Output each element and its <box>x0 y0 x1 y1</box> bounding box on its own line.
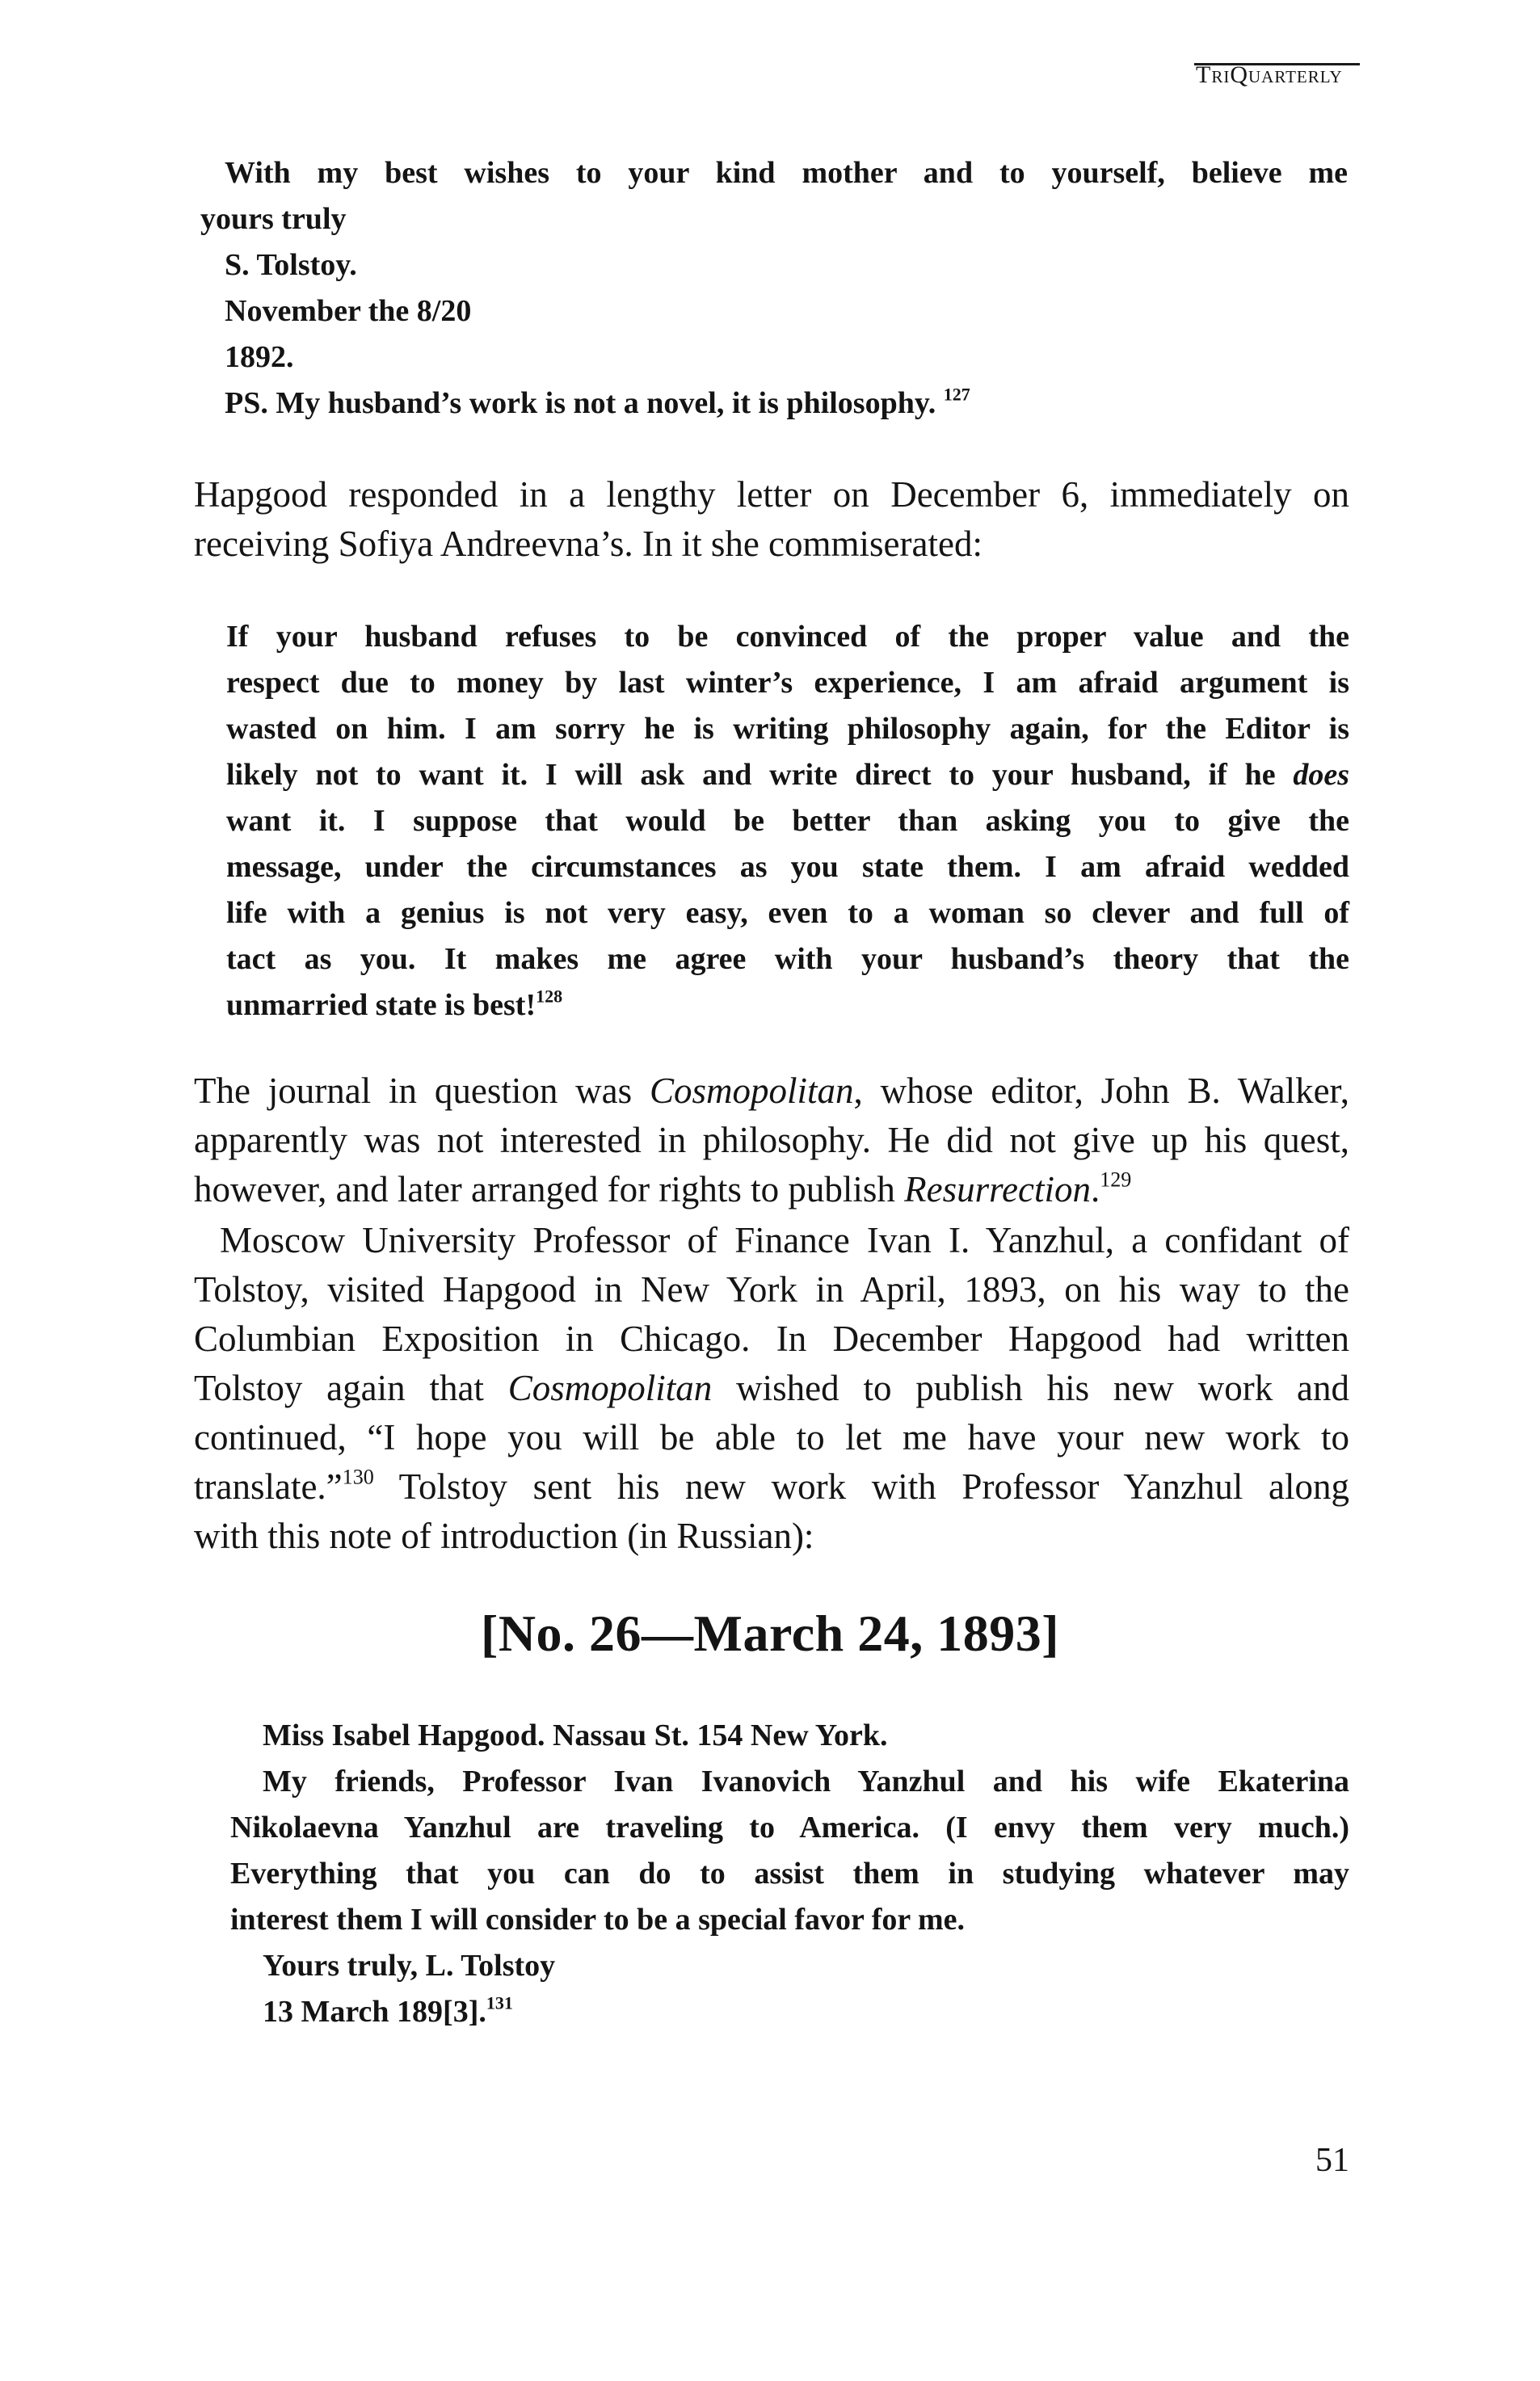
text: translate.” <box>194 1466 343 1507</box>
quote-text: likely not to want it. I will ask and write direct to your husband, if he <box>226 758 1294 792</box>
date-line: 1892. <box>225 340 294 374</box>
body-paragraph <box>194 470 1349 569</box>
postscript-text: PS. My husband’s work is not a novel, it is philosophy. <box>225 386 936 420</box>
text-line <box>194 1165 1349 1214</box>
text-line <box>194 1462 1349 1512</box>
text: Tolstoy again that <box>194 1368 508 1408</box>
text-line: Columbian Exposition in Chicago. In December Hapgood had written <box>194 1319 1349 1359</box>
quote-line: respect due to money by last winter’s experience, I am afraid argument is <box>226 666 1349 700</box>
footnote-ref: 131 <box>486 1992 513 2013</box>
text-line: receiving Sofiya Andreevna’s. In it she commiserated: <box>194 524 982 564</box>
date-line: November the 8/20 <box>225 294 472 328</box>
text: The journal in question was <box>194 1071 650 1111</box>
body-paragraph <box>194 1216 1349 1561</box>
text-line: Hapgood responded in a lengthy letter on December 6, immediately on <box>194 474 1349 515</box>
footnote-ref: 130 <box>342 1465 374 1489</box>
text-line: continued, “I hope you will be able to let me have your new work to <box>194 1417 1349 1458</box>
footnote-ref: 127 <box>943 384 970 405</box>
text-line <box>194 1364 1349 1413</box>
emphasis: Resurrection <box>904 1169 1091 1209</box>
text-line: Tolstoy, visited Hapgood in New York in April, 1893, on his way to the <box>194 1269 1349 1310</box>
quote-line: tact as you. It makes me agree with your husband’s theory that the <box>226 942 1349 976</box>
text: , whose editor, John B. Walker, <box>853 1071 1349 1111</box>
running-header: TriQuarterly <box>1196 61 1343 88</box>
address-line: Miss Isabel Hapgood. Nassau St. 154 New York. <box>263 1718 888 1752</box>
signature: Yours truly, L. Tolstoy <box>263 1949 556 1983</box>
letter-26 <box>230 1713 1349 2035</box>
text: Tolstoy sent his new work with Professor Yanzhul along <box>373 1466 1349 1507</box>
quote-line: wasted on him. I am sorry he is writing philosophy again, for the Editor is <box>226 712 1349 746</box>
quote-line: If your husband refuses to be convinced of the proper value and the <box>226 620 1349 654</box>
quote-text: unmarried state is best! <box>226 988 536 1022</box>
emphasis: Cosmopolitan <box>507 1368 713 1408</box>
body-paragraph <box>194 1066 1349 1214</box>
quote-line: life with a genius is not very easy, even to a woman so clever and full of <box>226 896 1349 930</box>
postscript <box>225 381 1348 427</box>
text-line: with this note of introduction (in Russian): <box>194 1516 814 1556</box>
letter-heading: [No. 26—March 24, 1893] <box>481 1605 1059 1662</box>
letter-line: Everything that you can do to assist them in studying whatever may <box>230 1857 1349 1891</box>
closing-line: yours truly <box>200 202 347 236</box>
letter-line: Nikolaevna Yanzhul are traveling to America. (I envy them very much.) <box>230 1811 1349 1845</box>
page-number: 51 <box>1315 2142 1349 2179</box>
closing-line: With my best wishes to your kind mother and to yourself, believe me <box>225 156 1348 190</box>
text-line: apparently was not interested in philosophy. He did not give up his quest, <box>194 1120 1349 1160</box>
text: wished to publish his new work and <box>712 1368 1350 1408</box>
footnote-ref: 129 <box>1100 1167 1132 1192</box>
signature: S. Tolstoy. <box>225 248 357 282</box>
letter-closing <box>200 150 1348 427</box>
quote-line <box>226 982 1349 1029</box>
footnote-ref: 128 <box>536 986 563 1007</box>
text: however, and later arranged for rights to publish <box>194 1169 905 1209</box>
text-line: Moscow University Professor of Finance Ivan I. Yanzhul, a confidant of <box>220 1220 1349 1260</box>
letter-line: interest them I will consider to be a special favor for me. <box>230 1903 966 1937</box>
letter-line: My friends, Professor Ivan Ivanovich Yanzhul and his wife Ekaterina <box>263 1765 1349 1798</box>
quote-line <box>226 752 1349 798</box>
block-quote <box>226 614 1349 1029</box>
date-text: 13 March 189[3]. <box>263 1995 486 2029</box>
quote-line: message, under the circumstances as you state them. I am afraid wedded <box>226 850 1349 884</box>
text-line <box>194 1066 1349 1116</box>
emphasis: does <box>1293 758 1349 792</box>
date-line <box>263 1989 1349 2035</box>
quote-line: want it. I suppose that would be better than asking you to give the <box>226 804 1349 838</box>
emphasis: Cosmopolitan <box>650 1071 854 1111</box>
text: . <box>1090 1169 1100 1209</box>
